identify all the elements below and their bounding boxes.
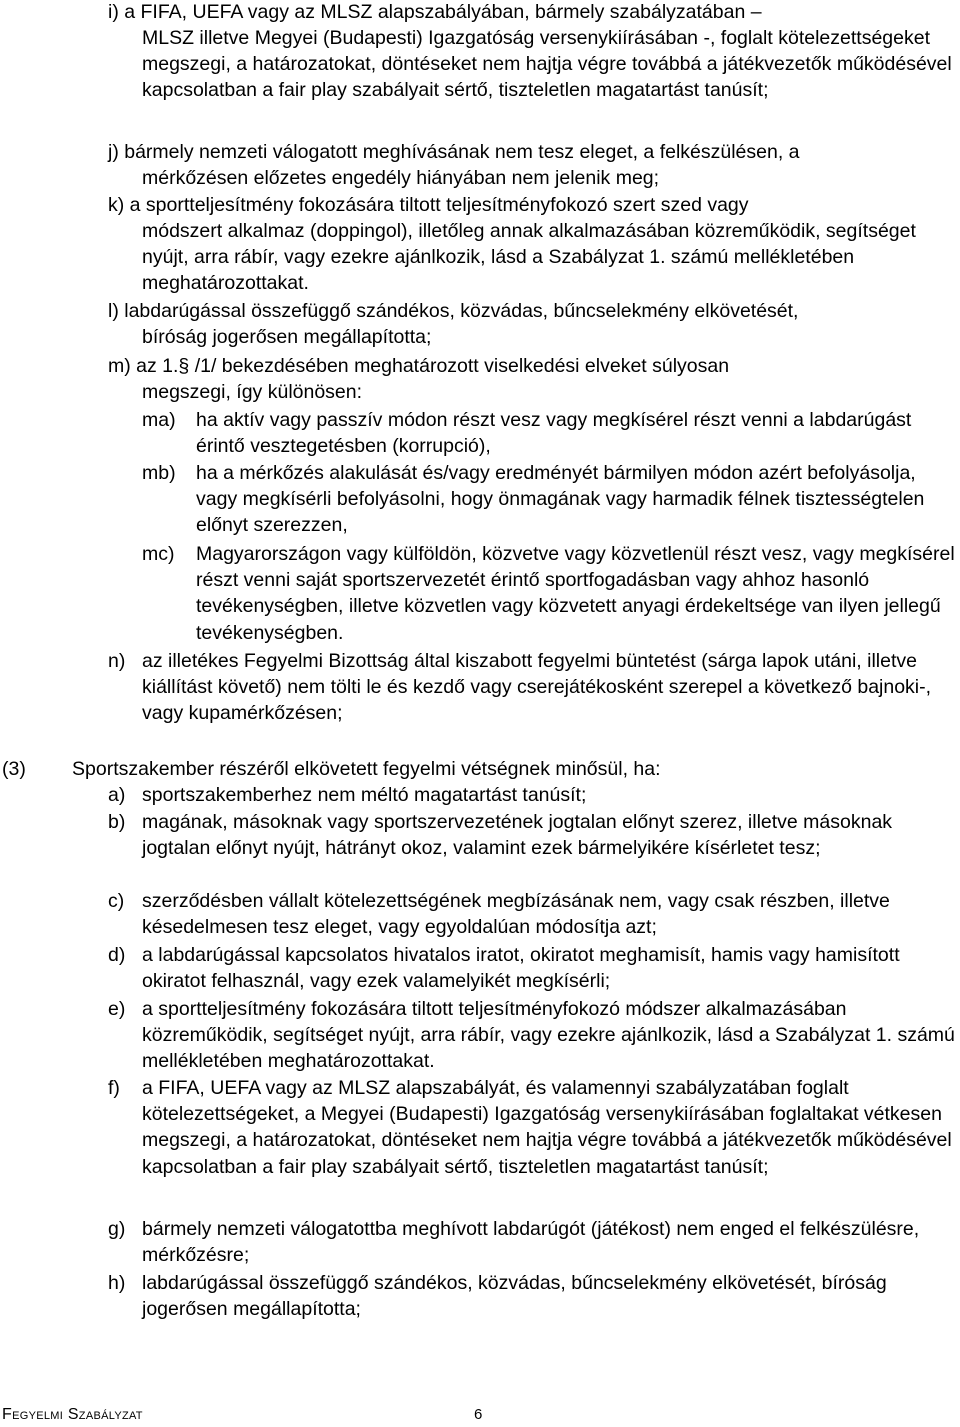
item-a-label: a): [108, 784, 126, 806]
item-a: [142, 782, 958, 808]
item-d-label: d): [108, 944, 126, 966]
item-c: [142, 888, 958, 940]
item-f-text: a FIFA, UEFA vagy az MLSZ alapszabályát, és valamennyi szabályzatában foglalt kötelezettségeket, a Megyei (Budapesti) Igazgatóság versenykiírásában foglaltakat vétkesen megszegi, a határozatokat, döntéseket nem hajtja végre továbbá a játékvezetők működésével kapcsolatban a fair play szabályait sértő, tiszteletlen magatartást tanúsít;: [142, 1077, 952, 1178]
item-k-cont: [142, 218, 958, 297]
item-l-cont: [142, 324, 958, 350]
item-f-label: f): [108, 1077, 120, 1099]
page-number: 6: [474, 1406, 483, 1423]
item-e: [142, 996, 958, 1075]
item-k-line1: k) a sportteljesítmény fokozására tiltott teljesítményfokozó szert szed vagy: [108, 194, 749, 216]
item-g-text: bármely nemzeti válogatottba meghívott labdarúgót (játékost) nem enged el felkészülésre, mérkőzésre;: [142, 1218, 920, 1267]
item-ma-text: ha aktív vagy passzív módon részt vesz vagy megkísérel részt venni a labdarúgást érintő vesztegetésben (korrupció),: [196, 409, 912, 458]
section-number: (3): [2, 758, 26, 780]
item-m-line1: m) az 1.§ /1/ bekezdésében meghatározott viselkedési elveket súlyosan: [108, 355, 730, 377]
item-b-text: magának, másoknak vagy sportszervezetének jogtalan előnyt szerez, illetve másoknak jogtalan előnyt nyújt, hátrányt okoz, valamint ezek bármelyikére kísérletet tesz;: [142, 811, 893, 860]
item-mb: [196, 460, 958, 539]
item-a-text: sportszakemberhez nem méltó magatartást tanúsít;: [142, 784, 587, 806]
item-j-cont: [142, 165, 958, 191]
item-d-text: a labdarúgással kapcsolatos hivatalos iratot, okiratot meghamisít, hamis vagy hamisított okiratot felhasznál, vagy ezek valamelyikét megkísérli;: [142, 944, 900, 993]
item-n-text: az illetékes Fegyelmi Bizottság által kiszabott fegyelmi büntetést (sárga lapok utáni, illetve kiállítást követő) nem tölti le és kezdő vagy cserejátékosként szerepel a következő bajnoki-, vagy kupamérkőzésen;: [142, 650, 932, 725]
item-n-label: n): [108, 650, 126, 672]
item-m-text: megszegi, így különösen:: [142, 381, 363, 403]
item-mc: [196, 541, 958, 646]
section-heading: Sportszakember részéről elkövetett fegyelmi vétségnek minősül, ha:: [72, 758, 661, 780]
item-mc-label: mc): [142, 543, 175, 565]
item-f: [142, 1075, 958, 1180]
item-m: [108, 353, 958, 379]
item-j-line1: j) bármely nemzeti válogatott meghívásának nem tesz eleget, a felkészülésen, a: [108, 141, 800, 163]
item-e-text: a sportteljesítmény fokozására tiltott teljesítményfokozó módszer alkalmazásában közreműködik, segítséget nyújt, arra rábír, vagy ezekre ajánlkozik, lásd a Szabályzat 1. számú mellékletében meghatározottakat.: [142, 998, 955, 1073]
item-h-text: labdarúgással összefüggő szándékos, közvádas, bűncselekmény elkövetését, bíróság jogerősen megállapította;: [142, 1272, 887, 1321]
item-i-line1: i) a FIFA, UEFA vagy az MLSZ alapszabályában, bármely szabályzatában –: [108, 1, 762, 23]
item-k-text: módszert alkalmaz (doppingol), illetőleg annak alkalmazásában közreműködik, segítséget nyújt, arra rábír, vagy ezekre ajánlkozik, lásd a Szabályzat 1. számú mellékletében meghatározottakat.: [142, 220, 916, 295]
footer-title-text: Fegyelmi Szabályzat: [2, 1406, 143, 1423]
item-l-text: bíróság jogerősen megállapította;: [142, 326, 432, 348]
item-k: [108, 192, 958, 218]
item-e-label: e): [108, 998, 126, 1020]
item-g: [142, 1216, 958, 1268]
item-ma-label: ma): [142, 409, 176, 431]
item-c-text: szerződésben vállalt kötelezettségének megbízásának nem, vagy csak részben, illetve késedelmesen tesz eleget, vagy egyoldalúan módosítja azt;: [142, 890, 890, 939]
item-ma: [196, 407, 958, 459]
item-i-text: MLSZ illetve Megyei (Budapesti) Igazgatóság versenykiírásában -, foglalt kötelezettségeket megszegi, a határozatokat, döntéseket nem hajtja végre továbbá a játékvezetők működésével kapcsolatban a fair play szabályait sértő, tiszteletlen magatartást tanúsít;: [142, 27, 952, 102]
item-mb-label: mb): [142, 462, 176, 484]
item-b-label: b): [108, 811, 126, 833]
item-j: [108, 139, 958, 165]
item-g-label: g): [108, 1218, 126, 1240]
item-d: [142, 942, 958, 994]
item-mc-text: Magyarországon vagy külföldön, közvetve vagy közvetlenül részt vesz, vagy megkísérel részt venni saját sportszervezetét érintő sportfogadásban vagy ahhoz hasonló tevékenységben, illetve közvetlen vagy közvetett anyagi érdekeltsége van ilyen jellegű tevékenységben.: [196, 543, 955, 644]
item-i: [108, 0, 958, 25]
item-l-line1: l) labdarúgással összefüggő szándékos, közvádas, bűncselekmény elkövetését,: [108, 300, 799, 322]
item-h-label: h): [108, 1272, 126, 1294]
item-i-cont: [142, 25, 958, 104]
item-b: [142, 809, 958, 861]
item-mb-text: ha a mérkőzés alakulását és/vagy eredményét bármilyen módon azért befolyásolja, vagy megkísérli befolyásolni, hogy önmagának vagy harmadik félnek tisztességtelen előnyt szerezzen,: [196, 462, 925, 537]
item-m-cont: [142, 379, 958, 405]
item-l: [108, 298, 958, 324]
item-h: [142, 1270, 958, 1322]
item-c-label: c): [108, 890, 125, 912]
item-j-text: mérkőzésen előzetes engedély hiányában nem jelenik meg;: [142, 167, 660, 189]
footer-title: [2, 1406, 143, 1424]
item-n: [142, 648, 958, 727]
